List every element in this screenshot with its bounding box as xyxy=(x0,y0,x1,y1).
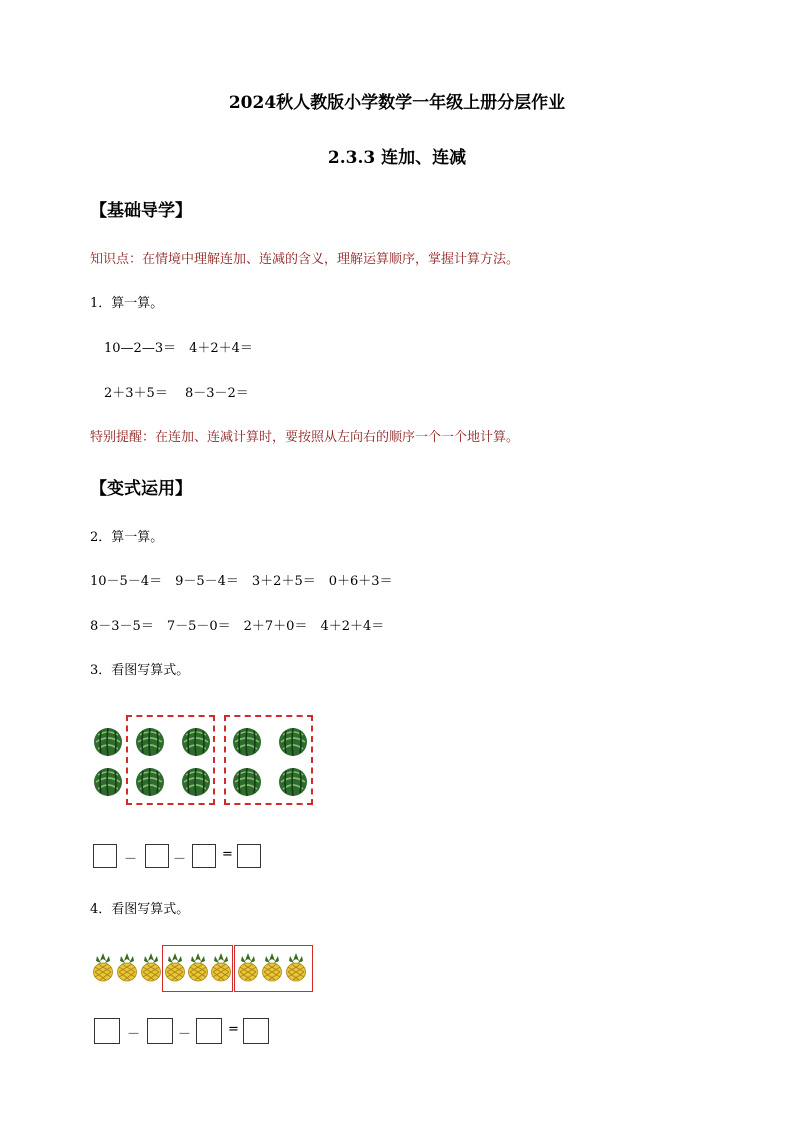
watermelon-icon xyxy=(93,767,123,797)
section-heading-variation: 【变式运用】 xyxy=(90,479,192,499)
answer-box[interactable] xyxy=(94,1018,120,1044)
answer-box[interactable] xyxy=(93,844,117,868)
watermelon-icon xyxy=(93,727,123,757)
minus-sign: － xyxy=(178,1027,192,1042)
answer-box[interactable] xyxy=(147,1018,173,1044)
watermelon-icon xyxy=(232,727,262,757)
answer-box[interactable] xyxy=(237,844,261,868)
question-2-row-2: 8－3－5＝ 7－5－0＝ 2＋7＋0＝ 4＋2＋4＝ xyxy=(90,619,385,634)
pineapple-icon xyxy=(237,952,259,982)
pineapple-icon xyxy=(187,952,209,982)
knowledge-point: 知识点：在情境中理解连加、连减的含义，理解运算顺序，掌握计算方法。 xyxy=(90,252,520,267)
watermelon-icon xyxy=(181,727,211,757)
question-2-row-1: 10－5－4＝ 9－5－4＝ 3＋2＋5＝ 0＋6＋3＝ xyxy=(90,574,393,589)
minus-sign: － xyxy=(127,1027,141,1042)
pineapple-icon xyxy=(210,952,232,982)
pineapple-icon xyxy=(140,952,162,982)
question-1-row-2: 2＋3＋5＝ 8－3－2＝ xyxy=(104,386,249,401)
watermelon-icon xyxy=(278,727,308,757)
page-title: 2024秋人教版小学数学一年级上册分层作业 xyxy=(228,93,566,113)
minus-sign: － xyxy=(124,852,138,867)
question-3-title: 3．看图写算式。 xyxy=(90,663,190,678)
watermelon-icon xyxy=(135,727,165,757)
answer-box[interactable] xyxy=(196,1018,222,1044)
minus-sign: － xyxy=(173,852,187,867)
pineapple-icon xyxy=(164,952,186,982)
watermelon-icon xyxy=(278,767,308,797)
equals-sign: = xyxy=(228,1022,239,1037)
question-4-title: 4．看图写算式。 xyxy=(90,902,190,917)
section-heading-basic: 【基础导学】 xyxy=(90,201,192,221)
answer-box[interactable] xyxy=(243,1018,269,1044)
equals-sign: = xyxy=(222,847,233,862)
watermelon-icon xyxy=(232,767,262,797)
question-1-title: 1．算一算。 xyxy=(90,296,164,311)
answer-box[interactable] xyxy=(145,844,169,868)
special-reminder: 特别提醒：在连加、连减计算时，要按照从左向右的顺序一个一个地计算。 xyxy=(90,430,520,445)
question-2-title: 2．算一算。 xyxy=(90,530,164,545)
page-subtitle: 2.3.3 连加、连减 xyxy=(327,148,467,168)
pineapple-icon xyxy=(285,952,307,982)
pineapple-icon xyxy=(116,952,138,982)
pineapple-icon xyxy=(261,952,283,982)
question-1-row-1: 10—2—3＝ 4＋2＋4＝ xyxy=(104,341,253,356)
watermelon-icon xyxy=(135,767,165,797)
pineapple-icon xyxy=(92,952,114,982)
answer-box[interactable] xyxy=(192,844,216,868)
watermelon-icon xyxy=(181,767,211,797)
